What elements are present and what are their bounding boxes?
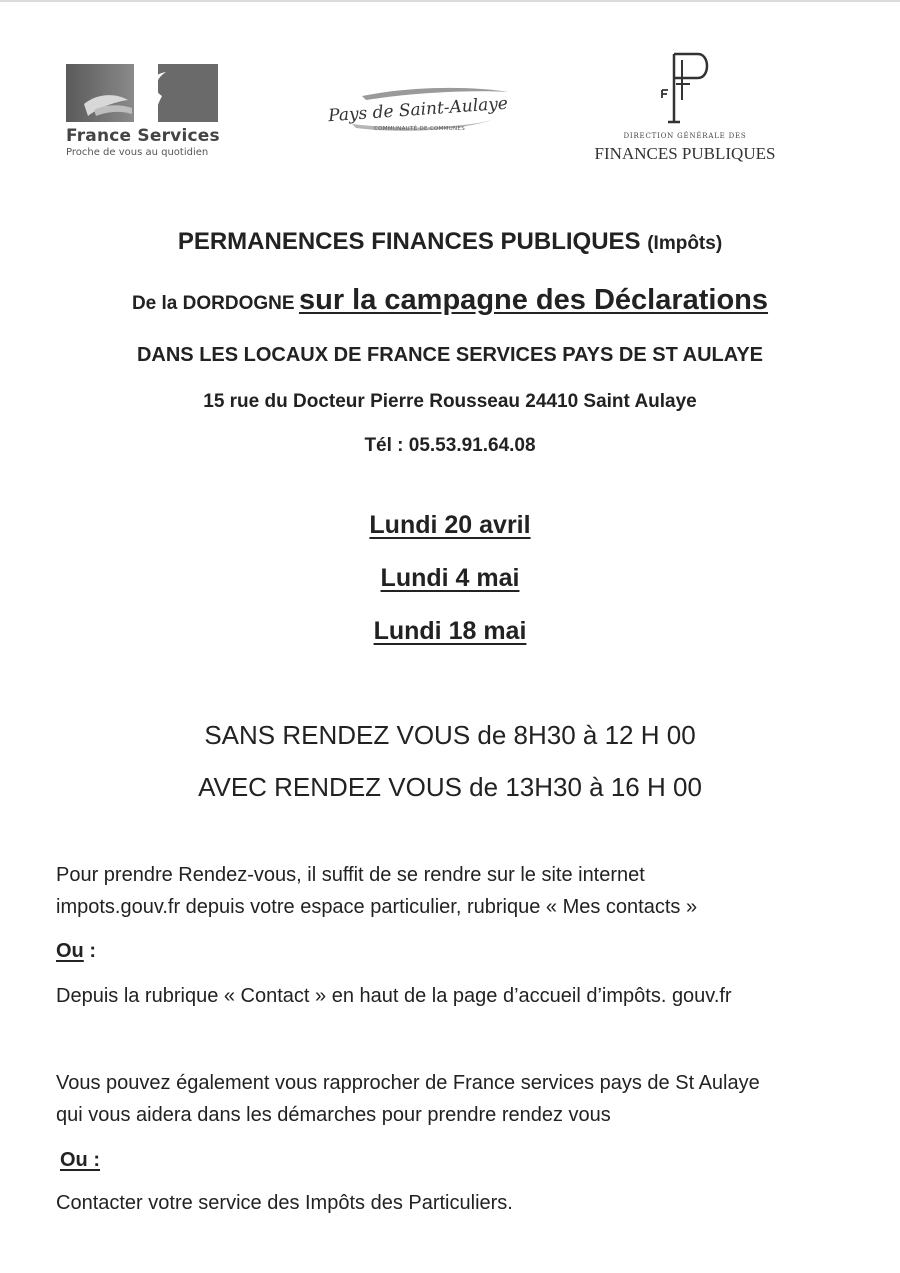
subtitle-prefix: De la DORDOGNE <box>131 293 295 314</box>
date-item: Lundi 20 avril <box>369 511 531 539</box>
title-suffix: (Impôts) <box>647 233 723 254</box>
france-services-tagline: Proche de vous au quotidien <box>66 147 209 158</box>
france-services-logo <box>66 64 226 160</box>
page-title <box>0 228 900 256</box>
dgfip-monogram-icon <box>654 50 714 126</box>
instructions-line: Contacter votre service des Impôts des Particuliers. <box>56 1192 513 1214</box>
marianne-logo-icon <box>66 64 218 122</box>
or-separator <box>56 940 96 963</box>
pays-saint-aulaye-name: Pays de Saint-Aulaye <box>327 93 509 127</box>
or-separator-colon: : <box>83 940 96 962</box>
hours-line: AVEC RENDEZ VOUS de 13H30 à 16 H 00 <box>198 772 702 802</box>
instructions-line: Depuis la rubrique « Contact » en haut de la page d’accueil d’impôts. gouv.fr <box>56 985 732 1007</box>
or-separator <box>60 1149 100 1172</box>
hours-line: SANS RENDEZ VOUS de 8H30 à 12 H 00 <box>204 720 696 750</box>
or-separator-word: Ou <box>56 940 84 962</box>
phone-line: Tél : 05.53.91.64.08 <box>364 435 536 456</box>
location-line: DANS LES LOCAUX DE FRANCE SERVICES PAYS DE ST AULAYE <box>136 344 764 366</box>
date-item: Lundi 18 mai <box>373 617 527 645</box>
france-services-name: France Services <box>66 126 220 146</box>
scan-edge <box>0 0 900 2</box>
instructions-line: qui vous aidera dans les démarches pour prendre rendez vous <box>56 1104 611 1126</box>
address-line: 15 rue du Docteur Pierre Rousseau 24410 Saint Aulaye <box>203 391 697 412</box>
or-separator-word: Ou : <box>60 1149 100 1171</box>
instructions-line: impots.gouv.fr depuis votre espace particulier, rubrique « Mes contacts » <box>56 896 698 918</box>
pays-saint-aulaye-logo <box>322 84 512 144</box>
instructions-line: Pour prendre Rendez-vous, il suffit de se rendre sur le site internet <box>56 864 645 886</box>
subtitle-emphasis: sur la campagne des Déclarations <box>299 284 769 316</box>
pays-saint-aulaye-subtitle: COMMUNAUTÉ DE COMMUNES <box>374 126 465 132</box>
dgfip-line1: DIRECTION GÉNÉRALE DES <box>623 132 747 140</box>
date-item: Lundi 4 mai <box>380 564 520 592</box>
title-main: PERMANENCES FINANCES PUBLIQUES <box>177 228 641 255</box>
dgfip-logo <box>590 50 780 170</box>
instructions-line: Vous pouvez également vous rapprocher de France services pays de St Aulaye <box>56 1072 760 1094</box>
dgfip-line2: FINANCES PUBLIQUES <box>594 144 776 163</box>
page-subtitle <box>0 284 900 317</box>
